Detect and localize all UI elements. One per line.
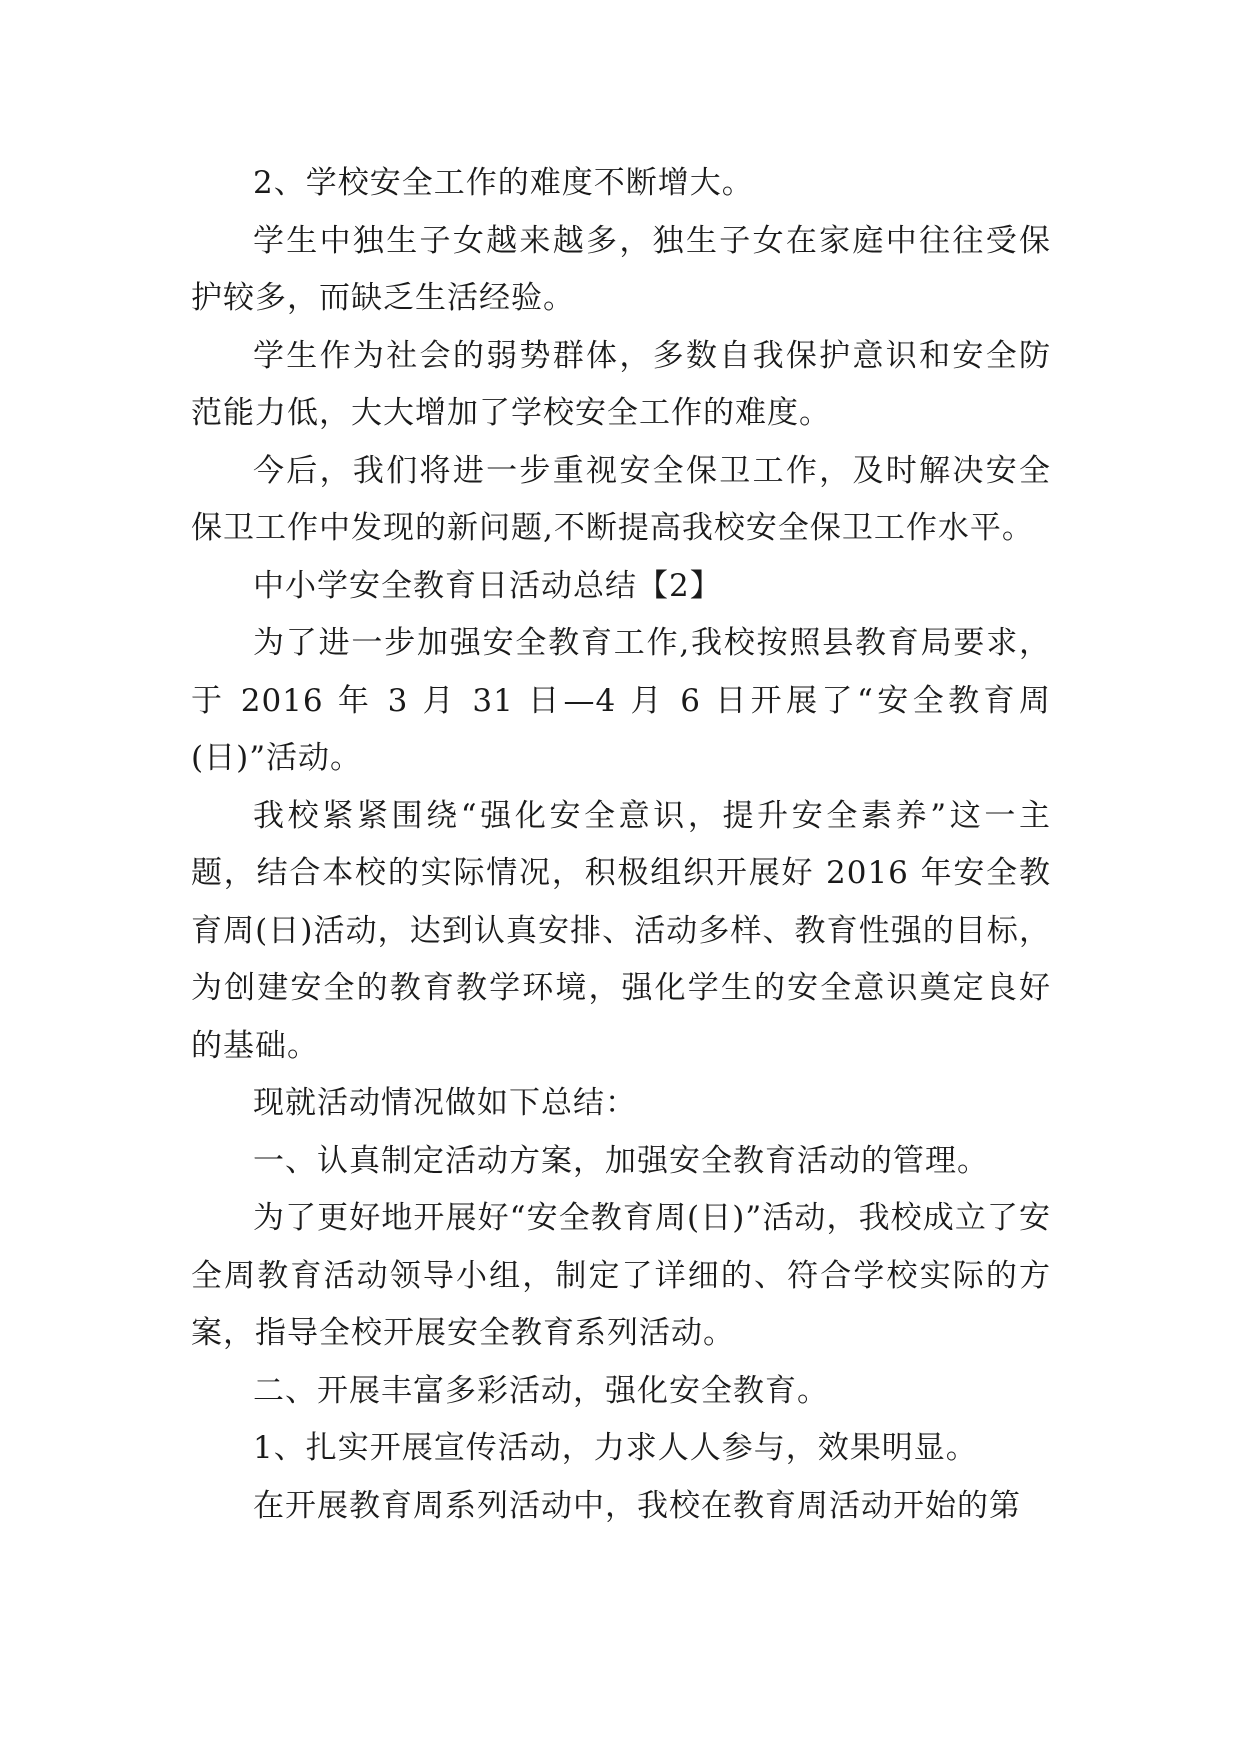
paragraph: 学生中独生子女越来越多，独生子女在家庭中往往受保护较多，而缺乏生活经验。 [191,222,1051,316]
paragraph: 一、认真制定活动方案，加强安全教育活动的管理。 [253,1142,989,1179]
paragraph: 2、学校安全工作的难度不断增大。 [253,165,754,201]
paragraph: 今后，我们将进一步重视安全保卫工作，及时解决安全保卫工作中发现的新问题,不断提高我校安全保卫工作水平。 [191,452,1051,546]
paragraph: 我校紧紧围绕“强化安全意识，提升安全素养”这一主题，结合本校的实际情况，积极组织开展好 2016 年安全教育周(日)活动，达到认真安排、活动多样、教育性强的目标，为创建安全的教育教学环境，强化学生的安全意识奠定良好的基础。 [191,797,1051,1064]
paragraph: 1、扎实开展宣传活动，力求人人参与，效果明显。 [253,1430,978,1466]
paragraph: 在开展教育周系列活动中，我校在教育周活动开始的第 [253,1487,1021,1524]
paragraph: 二、开展丰富多彩活动，强化安全教育。 [253,1372,829,1409]
paragraph: 现就活动情况做如下总结： [253,1085,637,1121]
paragraph: 为了进一步加强安全教育工作,我校按照县教育局要求，于 2016 年 3 月 31 日—4 月 6 日开展了“安全教育周(日)”活动。 [191,625,1051,776]
section-heading: 中小学安全教育日活动总结【2】 [253,567,722,604]
paragraph: 为了更好地开展好“安全教育周(日)”活动，我校成立了安全周教育活动领导小组，制定了详细的、符合学校实际的方案，指导全校开展安全教育系列活动。 [191,1200,1051,1351]
paragraph: 学生作为社会的弱势群体，多数自我保护意识和安全防范能力低，大大增加了学校安全工作的难度。 [191,337,1051,431]
document-body [191,155,1051,1535]
